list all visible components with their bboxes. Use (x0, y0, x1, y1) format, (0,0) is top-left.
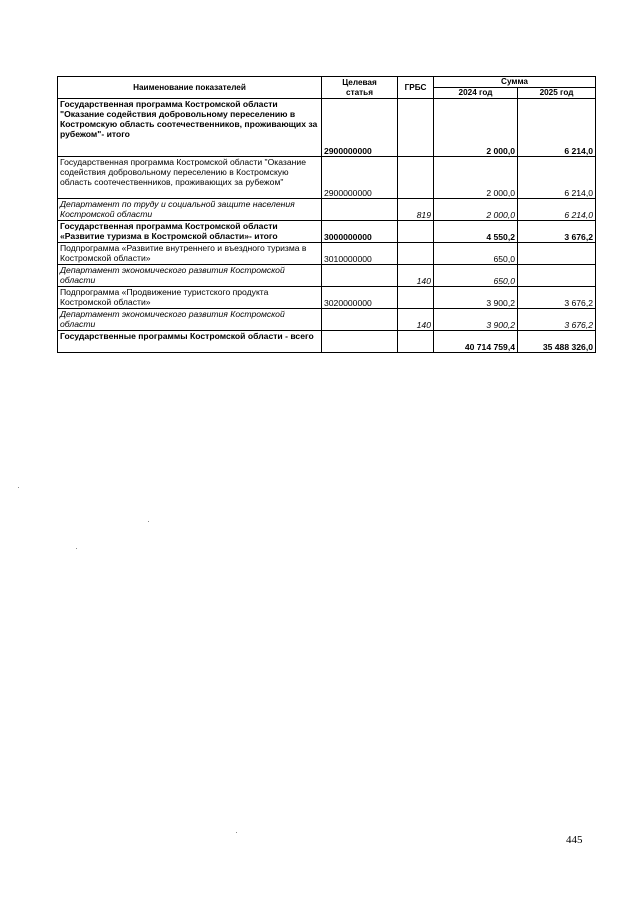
header-sum: Сумма (434, 77, 596, 88)
row-grbs (398, 157, 434, 199)
table-row (58, 221, 596, 243)
row-target-code: 2900000000 (322, 157, 398, 199)
row-grbs (398, 243, 434, 265)
row-sum-2025: 3 676,2 (518, 309, 596, 331)
scan-speck (18, 487, 19, 488)
row-sum-2025 (518, 265, 596, 287)
header-year-2025: 2025 год (518, 88, 596, 99)
row-sum-2025: 6 214,0 (518, 199, 596, 221)
header-year-2024: 2024 год (434, 88, 518, 99)
table-row (58, 309, 596, 331)
scan-speck (236, 832, 237, 833)
row-sum-2025: 3 676,2 (518, 287, 596, 309)
row-sum-2024: 4 550,2 (434, 221, 518, 243)
scan-speck (76, 548, 77, 549)
row-name: Подпрограмма «Продвижение туристского продукта Костромской области» (58, 287, 322, 309)
row-sum-2024: 2 000,0 (434, 199, 518, 221)
table-row (58, 265, 596, 287)
header-grbs: ГРБС (398, 77, 434, 99)
header-code (322, 77, 398, 99)
row-name: Государственная программа Костромской области «Развитие туризма в Костромской области»- итого (58, 221, 322, 243)
row-target-code (322, 309, 398, 331)
row-name: Государственная программа Костромской области "Оказание содействия добровольному переселению в Костромскую область соотечественников, проживающих за рубежом"- итого (58, 99, 322, 157)
row-target-code (322, 331, 398, 353)
table-row (58, 243, 596, 265)
row-name: Государственные программы Костромской области - всего (58, 331, 322, 353)
scan-speck (148, 521, 149, 522)
row-grbs (398, 99, 434, 157)
table-row (58, 331, 596, 353)
row-name: Департамент экономического развития Костромской области (58, 309, 322, 331)
row-name: Департамент экономического развития Костромской области (58, 265, 322, 287)
row-sum-2024: 650,0 (434, 243, 518, 265)
row-grbs (398, 221, 434, 243)
header-code-line1: Целевая (342, 77, 377, 87)
row-name: Департамент по труду и социальной защите населения Костромской области (58, 199, 322, 221)
row-sum-2025: 35 488 326,0 (518, 331, 596, 353)
row-target-code: 3000000000 (322, 221, 398, 243)
row-grbs: 819 (398, 199, 434, 221)
row-name: Государственная программа Костромской области "Оказание содействия добровольному переселению в Костромскую область соотечественников, проживающих за рубежом" (58, 157, 322, 199)
row-target-code (322, 265, 398, 287)
row-target-code: 3020000000 (322, 287, 398, 309)
row-grbs: 140 (398, 265, 434, 287)
row-sum-2024: 3 900,2 (434, 309, 518, 331)
row-sum-2024: 2 000,0 (434, 157, 518, 199)
row-target-code: 2900000000 (322, 99, 398, 157)
row-sum-2025: 6 214,0 (518, 157, 596, 199)
table-header (58, 77, 596, 99)
table-row (58, 99, 596, 157)
row-sum-2024: 40 714 759,4 (434, 331, 518, 353)
row-name: Подпрограмма «Развитие внутреннего и въездного туризма в Костромской области» (58, 243, 322, 265)
row-grbs (398, 287, 434, 309)
table-row (58, 199, 596, 221)
row-target-code: 3010000000 (322, 243, 398, 265)
row-sum-2025: 6 214,0 (518, 99, 596, 157)
header-name: Наименование показателей (58, 77, 322, 99)
page-number: 445 (566, 834, 583, 846)
row-sum-2024: 3 900,2 (434, 287, 518, 309)
row-sum-2024: 650,0 (434, 265, 518, 287)
table-row (58, 157, 596, 199)
budget-table (57, 76, 596, 353)
row-sum-2025 (518, 243, 596, 265)
row-grbs: 140 (398, 309, 434, 331)
header-code-line2: статья (346, 87, 373, 97)
row-target-code (322, 199, 398, 221)
table-row (58, 287, 596, 309)
table-body (58, 99, 596, 353)
row-grbs (398, 331, 434, 353)
row-sum-2025: 3 676,2 (518, 221, 596, 243)
row-sum-2024: 2 000,0 (434, 99, 518, 157)
